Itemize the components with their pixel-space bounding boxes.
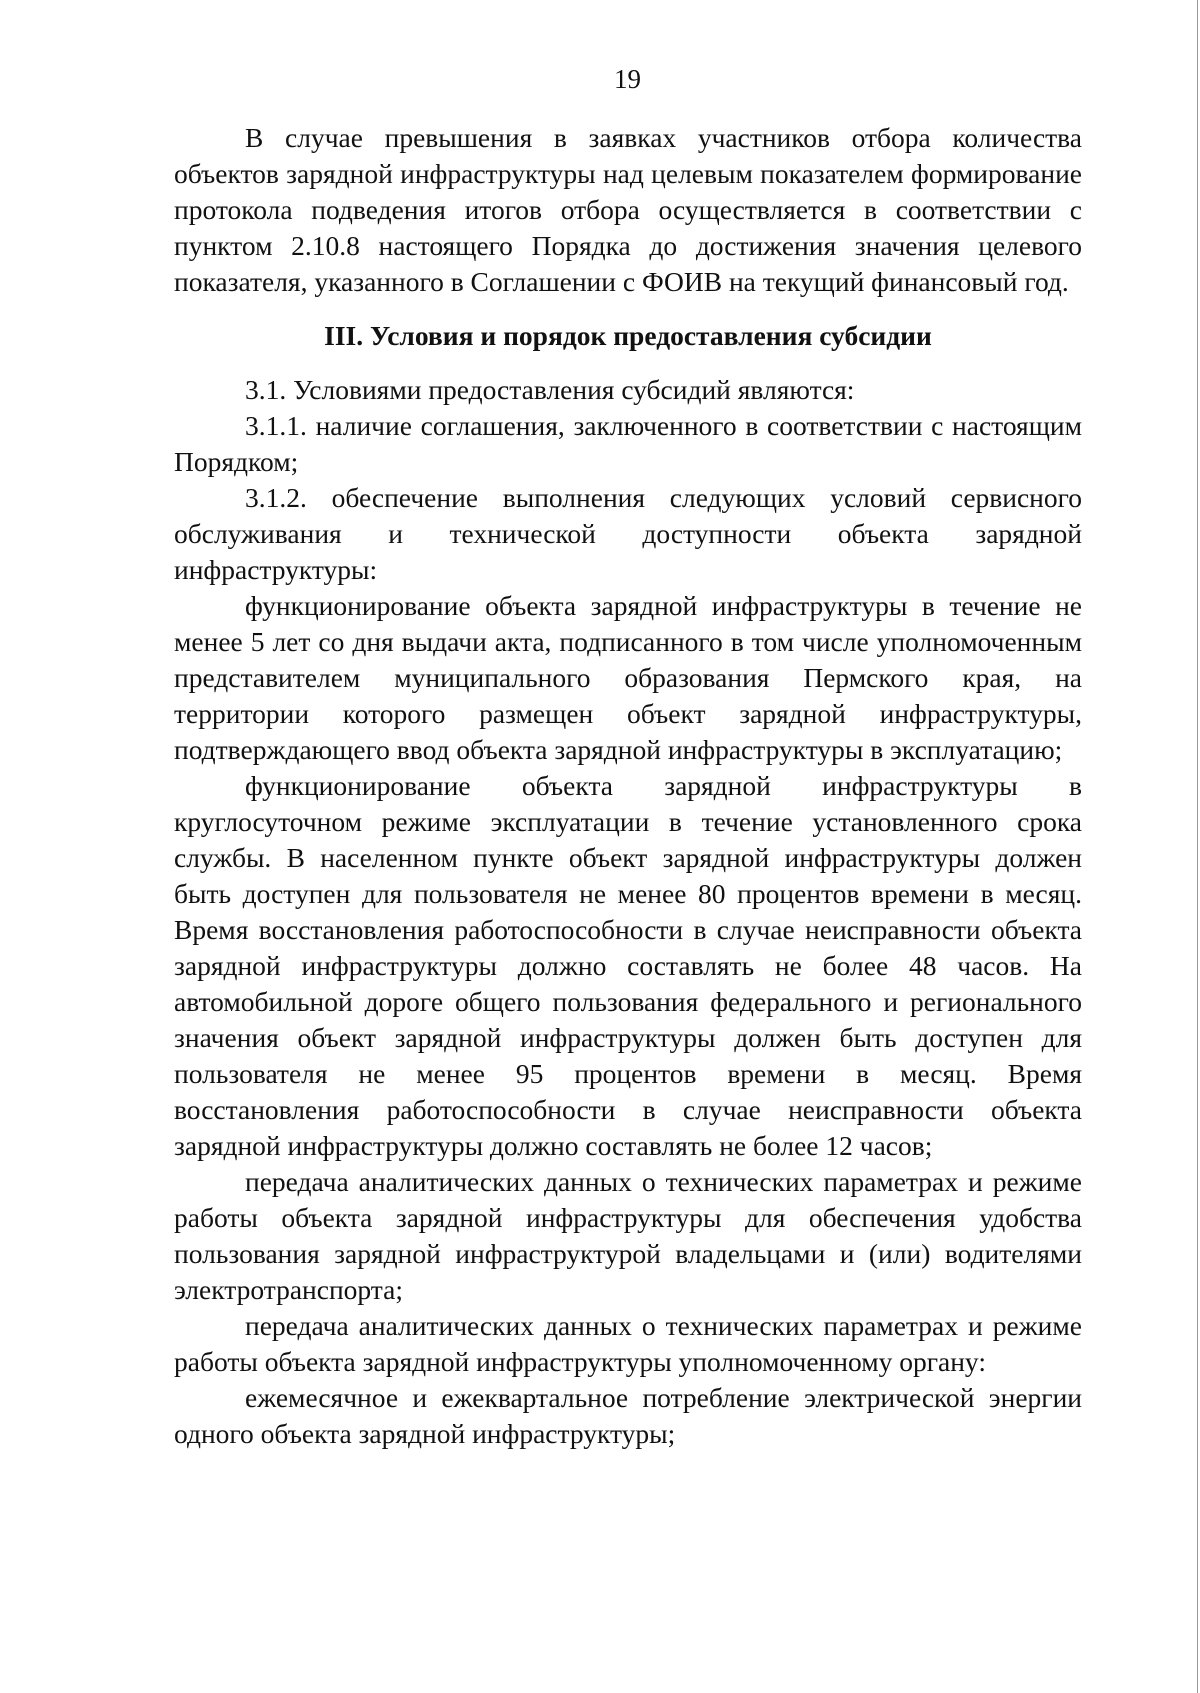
paragraph-data-transfer-authority: передача аналитических данных о технических параметрах и режиме работы объекта зарядной инфраструктуры уполномоченному органу:: [174, 1310, 1082, 1377]
paragraph-operation-5-years: функционирование объекта зарядной инфраструктуры в течение не менее 5 лет со дня выдачи акта, подписанного в том числе уполномоченным представителем муниципального образования Пермского края, на территории которого размещен объект зарядной инфраструктуры, подтверждающего ввод объекта зарядной инфраструктуры в эксплуатацию;: [174, 590, 1082, 765]
page-number: 19: [614, 64, 641, 94]
paragraph-3-1-1: 3.1.1. наличие соглашения, заключенного в соответствии с настоящим Порядком;: [174, 410, 1082, 477]
document-body: [174, 120, 1082, 1452]
paragraph-data-transfer-users: передача аналитических данных о технических параметрах и режиме работы объекта зарядной инфраструктуры для обеспечения удобства пользования зарядной инфраструктурой владельцами и (или) водителями электротранспорта;: [174, 1166, 1082, 1305]
paragraph-intro: В случае превышения в заявках участников отбора количества объектов зарядной инфраструктуры над целевым показателем формирование протокола подведения итогов отбора осуществляется в соответствии с пунктом 2.10.8 настоящего Порядка до достижения значения целевого показателя, указанного в Соглашении с ФОИВ на текущий финансовый год.: [174, 122, 1082, 297]
section-heading: III. Условия и порядок предоставления субсидии: [324, 320, 932, 351]
paragraph-3-1: 3.1. Условиями предоставления субсидий являются:: [245, 374, 855, 405]
paragraph-energy-consumption: ежемесячное и ежеквартальное потребление электрической энергии одного объекта зарядной инфраструктуры;: [174, 1382, 1082, 1449]
page-edge-line: [1197, 0, 1198, 1693]
paragraph-round-the-clock: функционирование объекта зарядной инфраструктуры в круглосуточном режиме эксплуатации в течение установленного срока службы. В населенном пункте объект зарядной инфраструктуры должен быть доступен для пользователя не менее 80 процентов времени в месяц. Время восстановления работоспособности в случае неисправности объекта зарядной инфраструктуры должно составлять не более 48 часов. На автомобильной дороге общего пользования федерального и регионального значения объект зарядной инфраструктуры должен быть доступен для пользователя не менее 95 процентов времени в месяц. Время восстановления работоспособности в случае неисправности объекта зарядной инфраструктуры должно составлять не более 12 часов;: [174, 770, 1082, 1161]
paragraph-3-1-2: 3.1.2. обеспечение выполнения следующих условий сервисного обслуживания и технической доступности объекта зарядной инфраструктуры:: [174, 482, 1082, 585]
